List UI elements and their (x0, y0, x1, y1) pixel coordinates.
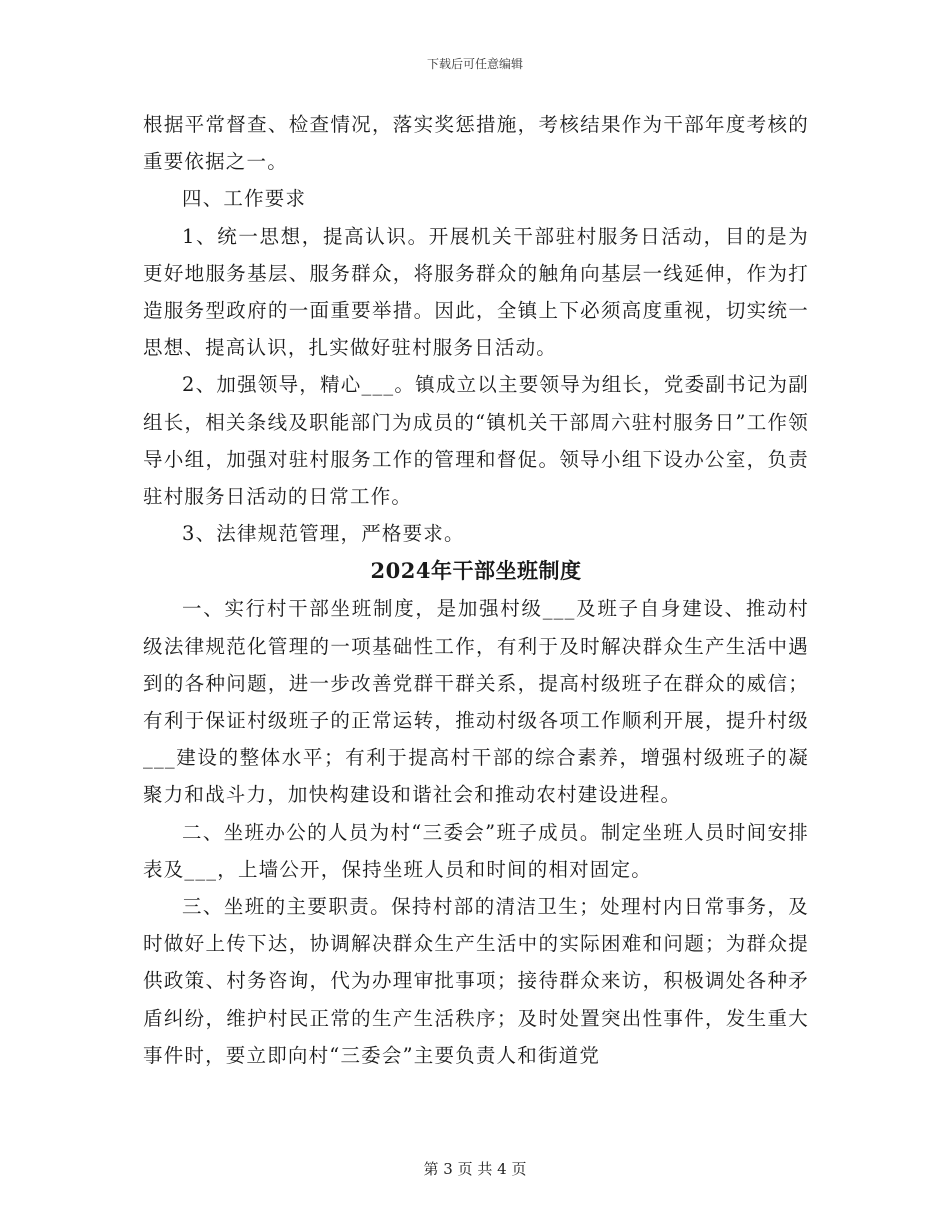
page-number-footer: 第 3 页 共 4 页 (423, 1160, 527, 1178)
paragraph-requirement-1: 1、统一思想，提高认识。开展机关干部驻村服务日活动，目的是为更好地服务基层、服务群众，将服务群众的触角向基层一线延伸，作为打造服务型政府的一面重要举措。因此，全镇上下必须高度重视，切实统一思想、提高认识，扎实做好驻村服务日活动。 (143, 224, 809, 360)
paragraph-requirement-3: 3、法律规范管理，严格要求。 (182, 522, 465, 546)
paragraph-requirement-2: 2、加强领导，精心___。镇成立以主要领导为组长，党委副书记为副组长，相关条线及职能部门为成员的“镇机关干部周六驻村服务日”工作领导小组，加强对驻村服务工作的管理和督促。领导小组下设办公室，负责驻村服务日活动的日常工作。 (143, 373, 809, 509)
paragraph-assessment: 根据平常督查、检查情况，落实奖惩措施，考核结果作为干部年度考核的重要依据之一。 (143, 113, 809, 174)
document-body (143, 106, 809, 1074)
paragraph-article-3: 三、坐班的主要职责。保持村部的清洁卫生；处理村内日常事务，及时做好上传下达，协调解决群众生产生活中的实际困难和问题；为群众提供政策、村务咨询，代为办理审批事项；接待群众来访，积极调处各种矛盾纠纷，维护村民正常的生产生活秩序；及时处置突出性事件，发生重大事件时，要立即向村“三委会”主要负责人和街道党 (143, 895, 809, 1067)
document-title: 2024年干部坐班制度 (370, 558, 582, 584)
section-heading-work-requirements: 四、工作要求 (182, 187, 307, 211)
header-note: 下载后可任意编辑 (426, 57, 523, 71)
paragraph-article-1: 一、实行村干部坐班制度，是加强村级___及班子自身建设、推动村级法律规范化管理的一项基础性工作，有利于及时解决群众生产生活中遇到的各种问题，进一步改善党群干群关系，提高村级班子在群众的威信；有利于保证村级班子的正常运转，推动村级各项工作顺利开展，提升村级___建设的整体水平；有利于提高村干部的综合素养，增强村级班子的凝聚力和战斗力，加快构建设和谐社会和推动农村建设进程。 (143, 597, 809, 807)
paragraph-article-2: 二、坐班办公的人员为村“三委会”班子成员。制定坐班人员时间安排表及___，上墙公开，保持坐班人员和时间的相对固定。 (143, 820, 809, 881)
